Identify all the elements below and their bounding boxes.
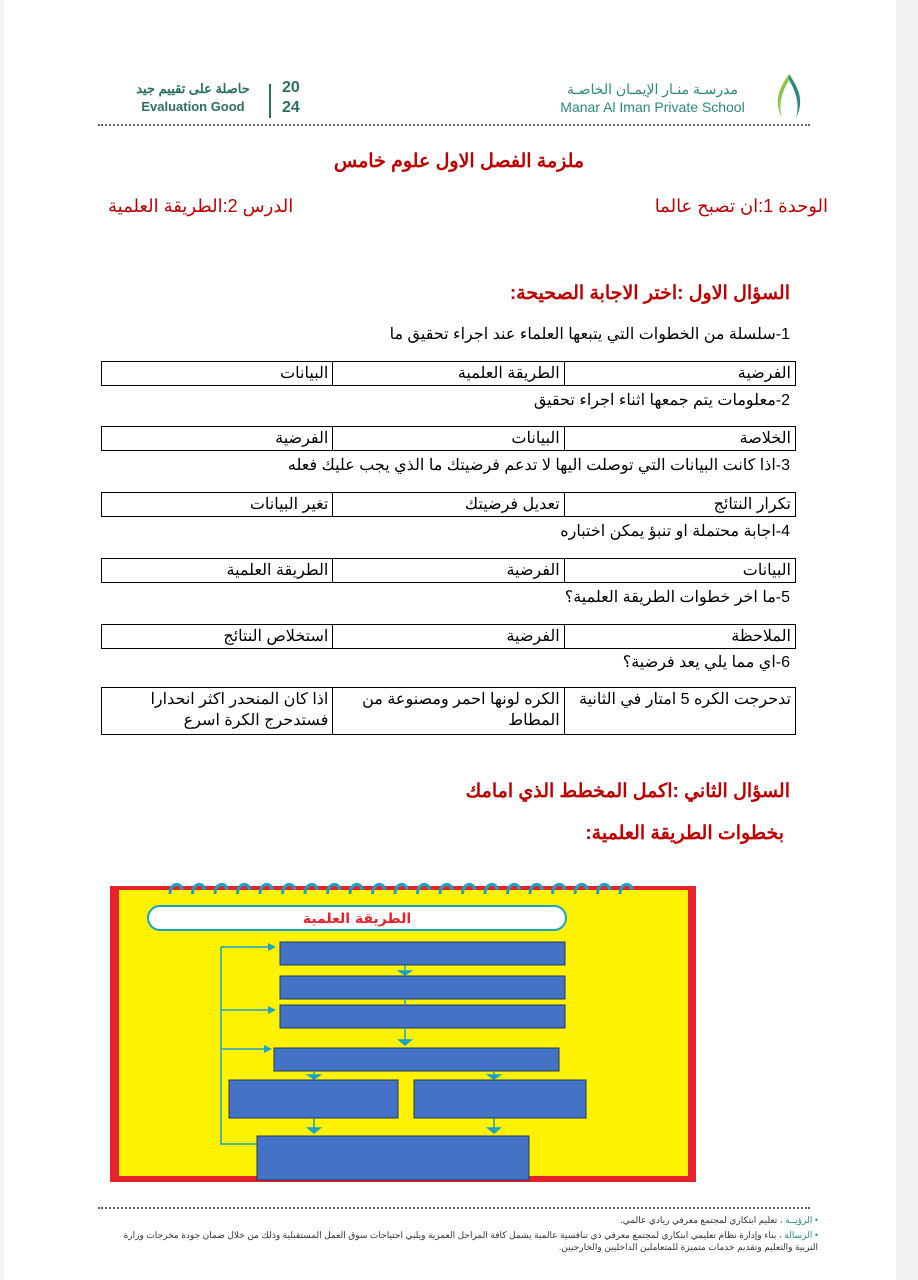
option-cell[interactable]: اذا كان المنحدر اكثر انحدارا فستدحرج الكرة اسرع [102,688,333,735]
footer-statements [118,1214,818,1253]
evaluation-year [282,78,300,118]
step-box-5b[interactable] [414,1080,586,1118]
step-box-4[interactable] [274,1048,559,1071]
option-cell[interactable]: الطريقة العلمية [102,559,333,583]
option-cell[interactable]: البيانات [333,427,564,451]
header-divider [98,124,810,126]
options-table [101,361,796,386]
lesson-label: الدرس 2:الطريقة العلمية [108,196,294,216]
page-edge-right [896,0,918,1280]
school-name-english: Manar Al Iman Private School [560,99,745,115]
question-text: 6-اي مما يلي يعد فرضية؟ [622,654,790,671]
notebook-paper [119,890,688,1176]
question-text: 5-ما اخر خطوات الطريقة العلمية؟ [564,589,790,606]
header-separator [269,84,271,118]
vision-line: • الرؤيــة ، تعليم ابتكاري لمجتمع معرفي ريادي عالمي. [620,1215,818,1225]
evaluation-arabic: حاصلة على تقييم جيد [136,81,250,96]
option-cell[interactable]: تغير البيانات [102,493,333,517]
question2-subheading: بخطوات الطريقة العلمية: [585,823,784,844]
footer-divider [98,1207,810,1209]
option-cell[interactable]: الفرضية [102,427,333,451]
option-cell[interactable]: الفرضية [564,362,795,386]
options-table [101,624,796,649]
page-title: ملزمة الفصل الاول علوم خامس [333,151,585,172]
question1-heading: السؤال الاول :اختر الاجابة الصحيحة: [509,283,790,304]
school-name-arabic: مدرسـة منـار الإيمـان الخاصـة [567,81,738,97]
mission-label: الرسالة ، [778,1230,813,1240]
evaluation-badge [118,80,268,116]
step-box-2[interactable] [280,976,565,999]
step-box-6[interactable] [257,1136,529,1180]
options-table [101,492,796,517]
option-cell[interactable]: الطريقة العلمية [333,362,564,386]
step-box-1[interactable] [280,942,565,965]
option-cell[interactable]: البيانات [102,362,333,386]
step-box-5a[interactable] [229,1080,398,1118]
school-name [540,80,765,116]
diagram-canvas [108,880,698,1190]
question2-heading: السؤال الثاني :اكمل المخطط الذي امامك [465,781,790,802]
question-text: 4-اجابة محتملة او تنبؤ يمكن اختباره [560,523,790,540]
option-cell[interactable]: الخلاصة [564,427,795,451]
option-cell[interactable]: تكرار النتائج [564,493,795,517]
vision-text: تعليم ابتكاري لمجتمع معرفي ريادي عالمي. [620,1215,778,1225]
question-text: 2-معلومات يتم جمعها اثناء اجراء تحقيق [533,392,790,409]
option-cell[interactable]: الفرضية [333,625,564,649]
page-edge-left [0,0,4,1280]
question-text: 1-سلسلة من الخطوات التي يتبعها العلماء عند اجراء تحقيق ما [389,326,790,343]
options-table [101,687,796,735]
options-table [101,558,796,583]
option-cell[interactable]: تعديل فرضيتك [333,493,564,517]
option-cell[interactable]: الفرضية [333,559,564,583]
option-cell[interactable]: البيانات [564,559,795,583]
year-bottom: 24 [282,99,300,116]
scientific-method-diagram [108,880,698,1190]
question-text: 3-اذا كانت البيانات التي توصلت اليها لا تدعم فرضيتك ما الذي يجب عليك فعله [287,457,790,474]
mission-text: بناء وإدارة نظام تعليمي ابتكاري لمجتمع معرفي ذي تنافسية عالمية يشمل كافة المراحل العمرية ويلبي احتياجات سوق العمل المستقبلية وذلك من خلال ضمان جودة مخرجات وزارة التربية والتعليم وتقديم خدمات متميزة للمتعاملين الداخليين والخارجيين. [123,1230,818,1252]
option-cell[interactable]: تدحرجت الكره 5 امتار في الثانية [564,688,795,735]
school-logo-icon [772,72,806,120]
mission-line: • الرسالة ، بناء وإدارة نظام تعليمي ابتكاري لمجتمع معرفي ذي تنافسية عالمية يشمل كافة المراحل العمرية ويلبي احتياجات سوق العمل المستقبلية وذلك من خلال ضمان جودة مخرجات وزارة التربية والتعليم وتقديم خدمات متميزة للمتعاملين الداخليين والخارجيين. [123,1230,818,1252]
banner-title: الطريقة العلمية [302,911,412,927]
option-cell[interactable]: الكره لونها احمر ومصنوعة من المطاط [333,688,564,735]
year-top: 20 [282,79,300,96]
options-table [101,426,796,451]
unit-label: الوحدة 1:ان تصبح عالما [654,196,828,216]
step-box-3[interactable] [280,1005,565,1028]
option-cell[interactable]: استخلاص النتائج [102,625,333,649]
evaluation-english: Evaluation Good [141,99,245,114]
option-cell[interactable]: الملاحظة [564,625,795,649]
vision-label: الرؤيــة ، [779,1215,813,1225]
